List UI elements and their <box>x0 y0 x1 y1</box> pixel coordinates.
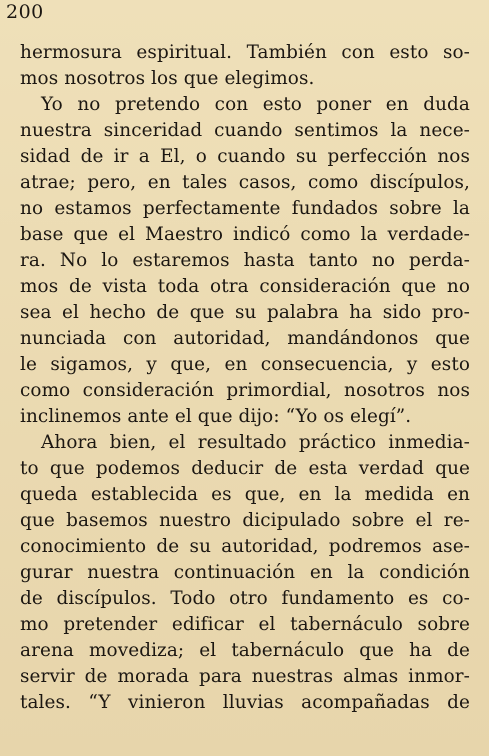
text-line: mos de vista toda otra consideración que no <box>20 276 470 297</box>
text-line: arena movediza; el tabernáculo que ha de <box>20 640 470 661</box>
text-line: servir de morada para nuestras almas inmor- <box>20 666 470 687</box>
text-line: to que podemos deducir de esta verdad que <box>20 458 470 479</box>
text-line: hermosura espiritual. También con esto so- <box>20 42 470 63</box>
text-line: que basemos nuestro dicipulado sobre el re- <box>20 510 470 531</box>
body-text <box>20 40 470 716</box>
page-number: 200 <box>6 1 44 23</box>
text-line: nuestra sinceridad cuando sentimos la nece- <box>20 120 470 141</box>
text-line: nunciada con autoridad, mandándonos que <box>20 328 470 349</box>
text-line: como consideración primordial, nosotros nos <box>20 380 470 401</box>
text-line: conocimiento de su autoridad, podremos ase- <box>20 536 470 557</box>
text-line: sidad de ir a El, o cuando su perfección nos <box>20 146 470 167</box>
text-line: queda establecida es que, en la medida en <box>20 484 470 505</box>
text-line: no estamos perfectamente fundados sobre la <box>20 198 470 219</box>
text-line: de discípulos. Todo otro fundamento es co- <box>20 588 470 609</box>
text-line: inclinemos ante el que dijo: “Yo os elegí”. <box>20 406 412 427</box>
text-line: gurar nuestra continuación en la condición <box>20 562 470 583</box>
text-line: Ahora bien, el resultado práctico inmedia- <box>41 432 470 453</box>
text-line: le sigamos, y que, en consecuencia, y esto <box>20 354 470 375</box>
text-line: atrae; pero, en tales casos, como discípulos, <box>20 172 470 193</box>
text-line: base que el Maestro indicó como la verdade- <box>20 224 470 245</box>
text-line: mo pretender edificar el tabernáculo sobre <box>20 614 470 635</box>
text-line: tales. “Y vinieron lluvias acompañadas de <box>20 692 470 713</box>
text-line: Yo no pretendo con esto poner en duda <box>41 94 470 115</box>
text-line: mos nosotros los que elegimos. <box>20 68 315 89</box>
text-line: ra. No lo estaremos hasta tanto no perda- <box>20 250 470 271</box>
text-line: sea el hecho de que su palabra ha sido pro- <box>20 302 470 323</box>
